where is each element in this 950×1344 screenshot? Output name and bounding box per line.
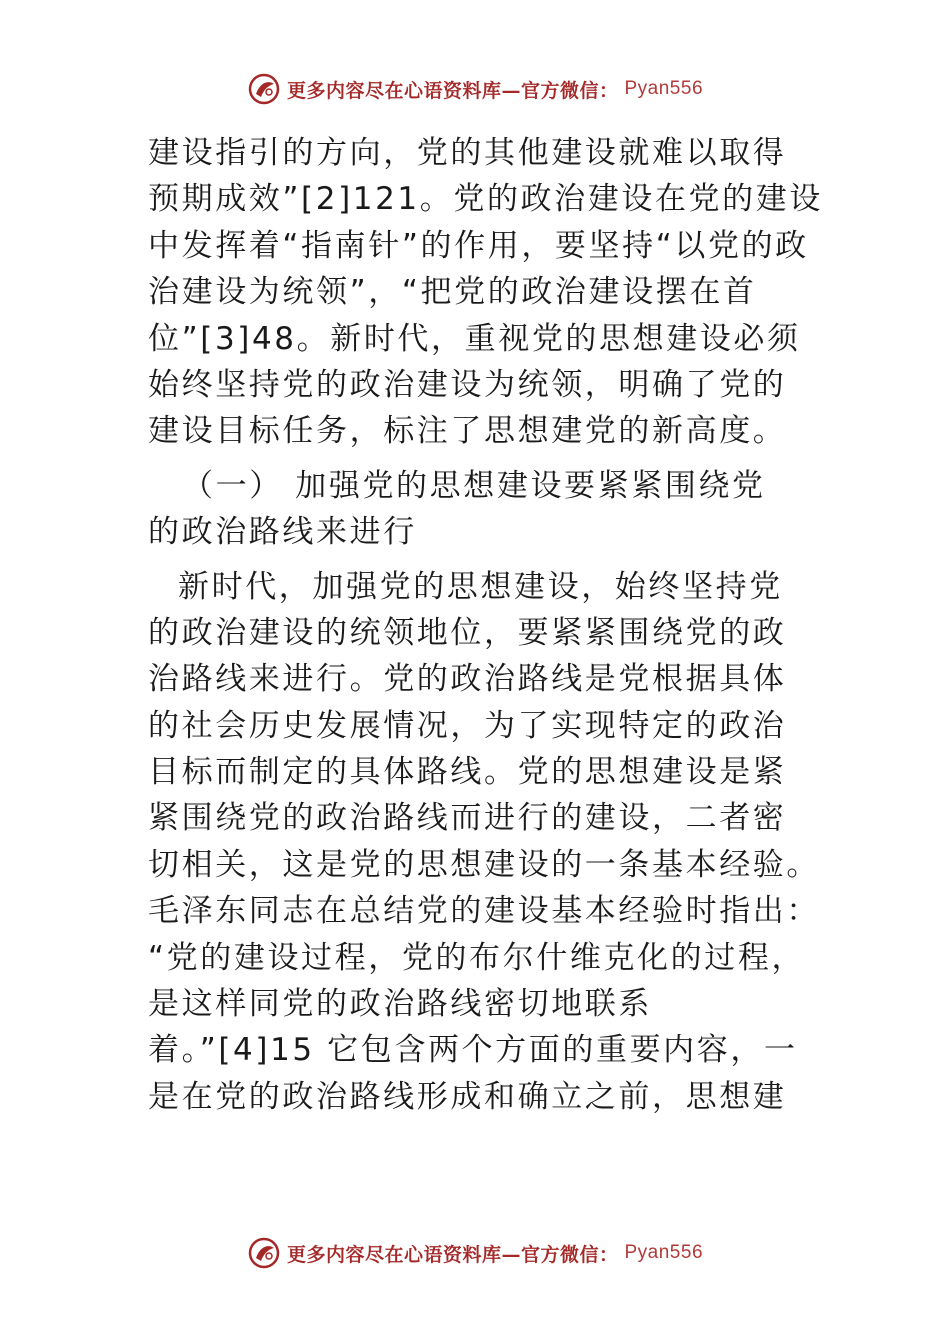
section-heading	[148, 463, 808, 556]
text-line: 治路线来进行。党的政治路线是党根据具体	[148, 661, 787, 698]
footer-watermark	[0, 1236, 950, 1270]
document-body	[148, 130, 823, 1120]
heading-line: （一） 加强党的思想建设要紧紧围绕党	[182, 467, 766, 504]
text-line: 切相关，这是党的思想建设的一条基本经验。	[148, 846, 820, 883]
watermark-text: 更多内容尽在心语资料库—官方微信：	[286, 1243, 619, 1266]
text-line: 新时代，加强党的思想建设，始终坚持党	[178, 568, 783, 605]
text-line: 治建设为统领”，“把党的政治建设摆在首	[148, 274, 757, 311]
text-line: 是这样同党的政治路线密切地联系	[148, 986, 652, 1023]
text-line: 目标而制定的具体路线。党的思想建设是紧	[148, 754, 787, 791]
brand-logo-icon	[247, 72, 281, 106]
text-line: 预期成效”[2]121。党的政治建设在党的建设	[148, 181, 823, 218]
text-line: 紧围绕党的政治路线而进行的建设，二者密	[148, 800, 787, 837]
text-line: 是在党的政治路线形成和确立之前，思想建	[148, 1078, 787, 1115]
text-line: “党的建设过程，党的布尔什维克化的过程，	[148, 939, 806, 976]
watermark-handle: Pyan556	[624, 78, 704, 99]
text-line: 始终坚持党的政治建设为统领，明确了党的	[148, 366, 787, 403]
text-line: 着。”[4]15 它包含两个方面的重要内容，一	[148, 1032, 798, 1069]
brand-logo-icon	[247, 1236, 281, 1270]
text-line: 建设指引的方向，党的其他建设就难以取得	[148, 135, 787, 171]
text-line: 中发挥着“指南针”的作用，要坚持“以党的政	[148, 227, 809, 264]
heading-line: 的政治路线来进行	[148, 514, 417, 551]
text-line: 的社会历史发展情况，为了实现特定的政治	[148, 707, 787, 744]
paragraph-2	[148, 564, 820, 1121]
paragraph-1	[148, 130, 823, 455]
header-watermark	[0, 72, 950, 106]
text-line: 位”[3]48。新时代，重视党的思想建设必须	[148, 320, 801, 357]
text-line: 建设目标任务，标注了思想建党的新高度。	[148, 413, 787, 450]
watermark-handle: Pyan556	[624, 1242, 704, 1263]
watermark-text: 更多内容尽在心语资料库—官方微信：	[286, 79, 619, 102]
text-line: 的政治建设的统领地位，要紧紧围绕党的政	[148, 614, 787, 651]
text-line: 毛泽东同志在总结党的建设基本经验时指出：	[148, 893, 820, 930]
